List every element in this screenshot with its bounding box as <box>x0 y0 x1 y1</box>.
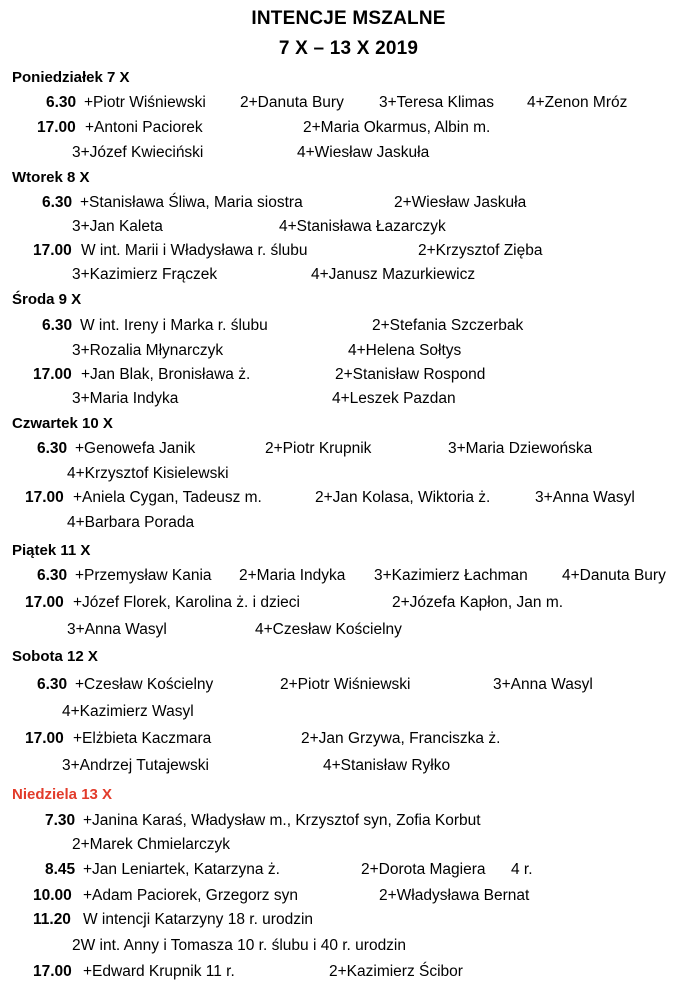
intention: 3+Anna Wasyl <box>535 489 635 506</box>
intention: 3+Maria Indyka <box>72 390 179 407</box>
intention: 3+Józef Kwieciński <box>72 144 204 161</box>
intention: 2+Wiesław Jaskuła <box>394 194 527 211</box>
day-heading-wednesday: Środa 9 X <box>12 291 82 308</box>
intention: 4+Janusz Mazurkiewicz <box>311 266 476 283</box>
mass-time: 8.45 <box>45 861 76 878</box>
intention: 3+Maria Dziewońska <box>448 440 593 457</box>
intention: 2+Dorota Magiera <box>361 861 486 878</box>
intention: 3+Andrzej Tutajewski <box>62 757 209 774</box>
intention: 2W int. Anny i Tomasza 10 r. ślubu i 40 r. urodzin <box>72 937 406 954</box>
intention: 3+Kazimierz Frączek <box>72 266 218 283</box>
intention: 2+Józefa Kapłon, Jan m. <box>392 594 564 611</box>
intention: 2+Piotr Wiśniewski <box>280 676 411 693</box>
intention: 3+Jan Kaleta <box>72 218 163 235</box>
day-heading-thursday: Czwartek 10 X <box>12 415 113 432</box>
intention: 3+Anna Wasyl <box>493 676 593 693</box>
mass-time: 17.00 <box>33 242 72 259</box>
intention: +Jan Blak, Bronisława ż. <box>81 366 251 383</box>
intention: 2+Maria Okarmus, Albin m. <box>303 119 491 136</box>
intention: 4 r. <box>511 861 533 878</box>
day-heading-friday: Piątek 11 X <box>12 542 91 559</box>
intention: 3+Rozalia Młynarczyk <box>72 342 224 359</box>
day-heading-sunday: Niedziela 13 X <box>12 786 113 803</box>
mass-time: 17.00 <box>25 489 64 506</box>
intention: 4+Zenon Mróz <box>527 94 628 111</box>
intention: 2+Piotr Krupnik <box>265 440 372 457</box>
mass-time: 11.20 <box>33 911 71 928</box>
intention: +Piotr Wiśniewski <box>84 94 206 111</box>
intention: 4+Danuta Bury <box>562 567 666 584</box>
page-title: INTENCJE MSZALNE <box>251 8 446 29</box>
intention: 3+Teresa Klimas <box>379 94 495 111</box>
intention: 2+Marek Chmielarczyk <box>72 836 231 853</box>
intention: 4+Kazimierz Wasyl <box>62 703 194 720</box>
intention: 2+Stefania Szczerbak <box>372 317 524 334</box>
intention: W int. Marii i Władysława r. ślubu <box>81 242 308 259</box>
intention: +Antoni Paciorek <box>85 119 203 136</box>
intention: 3+Kazimierz Łachman <box>374 567 528 584</box>
intention: 2+Jan Grzywa, Franciszka ż. <box>301 730 501 747</box>
intention: 2+Władysława Bernat <box>379 887 530 904</box>
intention: +Janina Karaś, Władysław m., Krzysztof syn, Zofia Korbut <box>83 812 481 829</box>
intention: 2+Jan Kolasa, Wiktoria ż. <box>315 489 491 506</box>
mass-time: 6.30 <box>37 440 68 457</box>
mass-time: 6.30 <box>37 567 68 584</box>
intention: +Elżbieta Kaczmara <box>73 730 212 747</box>
intention: 4+Czesław Kościelny <box>255 621 402 638</box>
intention: +Adam Paciorek, Grzegorz syn <box>83 887 298 904</box>
intention: +Czesław Kościelny <box>75 676 214 693</box>
intention: 2+Kazimierz Ścibor <box>329 963 463 980</box>
intention: +Przemysław Kania <box>75 567 212 584</box>
intention: 4+Wiesław Jaskuła <box>297 144 430 161</box>
mass-time: 17.00 <box>25 730 64 747</box>
day-heading-saturday: Sobota 12 X <box>12 648 98 665</box>
mass-time: 7.30 <box>45 812 76 829</box>
intention: W intencji Katarzyny 18 r. urodzin <box>83 911 314 928</box>
mass-time: 6.30 <box>42 194 73 211</box>
mass-time: 6.30 <box>46 94 77 111</box>
intention: 3+Anna Wasyl <box>67 621 167 638</box>
intention: 4+Stanisława Łazarczyk <box>279 218 446 235</box>
intention: 2+Krzysztof Zięba <box>418 242 543 259</box>
day-heading-tuesday: Wtorek 8 X <box>12 169 90 186</box>
intention: 4+Barbara Porada <box>67 514 195 531</box>
mass-time: 6.30 <box>42 317 73 334</box>
mass-time: 17.00 <box>33 366 72 383</box>
day-heading-monday: Poniedziałek 7 X <box>12 69 130 86</box>
intention: 4+Stanisław Ryłko <box>323 757 451 774</box>
intention: 2+Stanisław Rospond <box>335 366 486 383</box>
intention: 2+Maria Indyka <box>239 567 346 584</box>
mass-time: 17.00 <box>33 963 72 980</box>
intention: 4+Helena Sołtys <box>348 342 462 359</box>
mass-time: 6.30 <box>37 676 68 693</box>
intention: +Stanisława Śliwa, Maria siostra <box>80 194 303 211</box>
mass-time: 17.00 <box>25 594 64 611</box>
date-range: 7 X – 13 X 2019 <box>278 38 419 59</box>
intention: 4+Leszek Pazdan <box>332 390 456 407</box>
intention: 2+Danuta Bury <box>240 94 344 111</box>
intention: +Edward Krupnik 11 r. <box>83 963 235 980</box>
intention: 4+Krzysztof Kisielewski <box>67 465 229 482</box>
mass-time: 10.00 <box>33 887 72 904</box>
mass-time: 17.00 <box>37 119 76 136</box>
intention: +Aniela Cygan, Tadeusz m. <box>73 489 262 506</box>
intention: W int. Ireny i Marka r. ślubu <box>80 317 268 334</box>
intention: +Jan Leniartek, Katarzyna ż. <box>83 861 280 878</box>
intention: +Józef Florek, Karolina ż. i dzieci <box>73 594 300 611</box>
intention: +Genowefa Janik <box>75 440 196 457</box>
